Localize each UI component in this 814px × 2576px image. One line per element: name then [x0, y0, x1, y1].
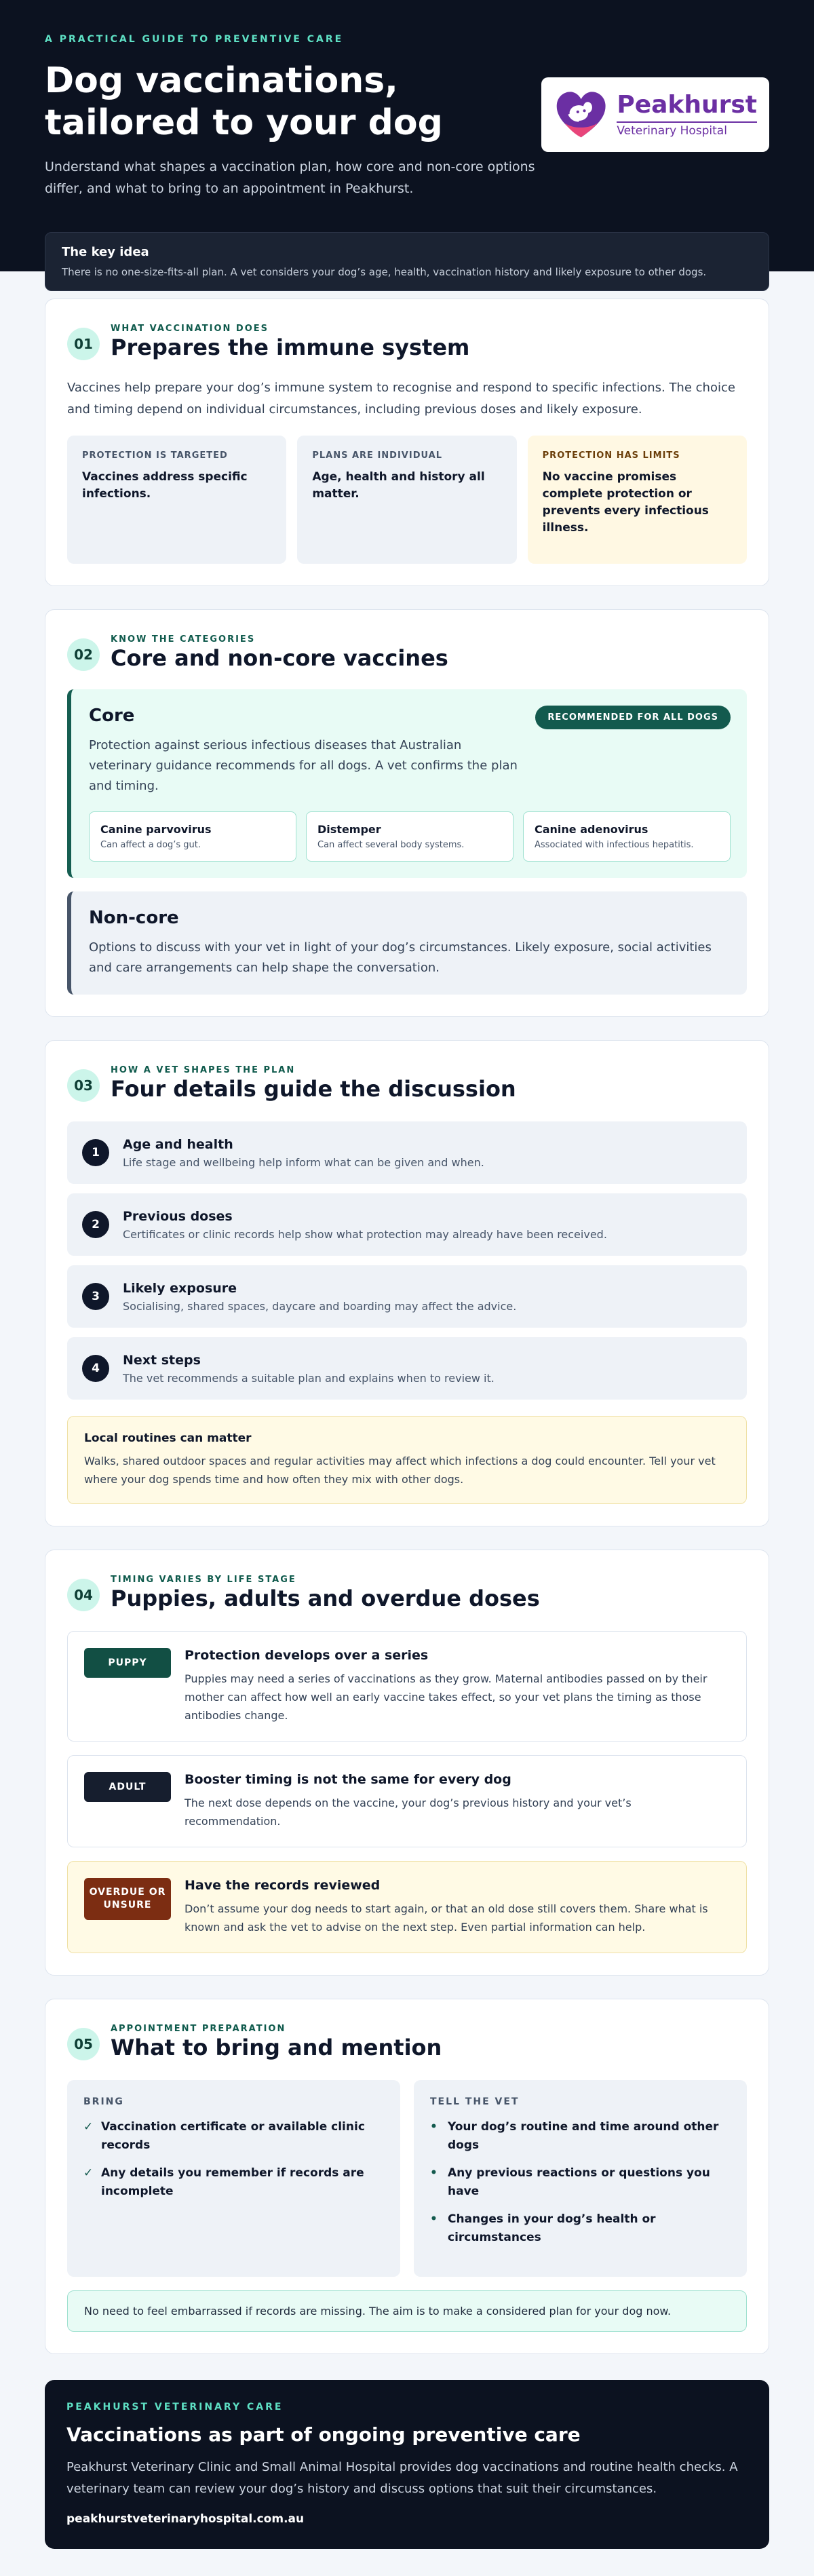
fact-card-warning	[528, 436, 747, 564]
core-vaccines-panel	[67, 689, 747, 878]
non-core-text: Options to discuss with your vet in light of your dog’s circumstances. Likely exposure, social activities and care arrangements can help shape the conversation.	[89, 940, 712, 975]
non-core-title: Non-core	[89, 908, 179, 928]
list-item	[67, 1265, 747, 1328]
logo-name: Peakhurst	[617, 91, 757, 119]
step-number: 3	[82, 1283, 109, 1310]
section-eyebrow: HOW A VET SHAPES THE PLAN	[111, 1065, 296, 1075]
fact-card-text: Age, health and history all matter.	[312, 470, 485, 501]
vaccine-description: Can affect a dog’s gut.	[100, 840, 201, 850]
core-vaccine-card	[523, 811, 731, 862]
footer-text: Peakhurst Veterinary Clinic and Small Animal Hospital provides dog vaccinations and routine health checks. A veterinary team can review your dog’s history and discuss options that suit their circumstances.	[66, 2460, 738, 2496]
step-number: 2	[82, 1211, 109, 1238]
tell-column	[414, 2080, 747, 2277]
check-icon: ✓	[83, 2166, 94, 2180]
stage-tag: OVERDUE OR UNSURE	[84, 1878, 171, 1920]
stage-text: The next dose depends on the vaccine, your dog’s previous history and your vet’s recommendation.	[185, 1796, 632, 1828]
section-title: Core and non-core vaccines	[111, 645, 448, 671]
section-number: 01	[67, 328, 100, 360]
list-item-text: Vaccination certificate or available clinic records	[101, 2120, 365, 2152]
stage-text: Don’t assume your dog needs to start again, or that an old dose still covers them. Share what is known and ask the vet to advise on the next step. Even partial information can help.	[185, 1902, 708, 1934]
vaccine-name: Canine adenovirus	[535, 823, 648, 836]
section-eyebrow: APPOINTMENT PREPARATION	[111, 2024, 286, 2034]
stage-tag: PUPPY	[84, 1648, 171, 1678]
core-vaccine-card	[89, 811, 296, 862]
list-item	[67, 1121, 747, 1184]
local-routines-note	[67, 1416, 747, 1504]
fact-card-text: Vaccines address specific infections.	[82, 470, 248, 501]
note-title: Local routines can matter	[84, 1431, 252, 1445]
list-item-text: Your dog’s routine and time around other dogs	[448, 2120, 719, 2152]
section-number: 03	[67, 1069, 100, 1102]
core-vaccine-list	[89, 811, 731, 862]
step-list	[67, 1121, 747, 1400]
note-text: Walks, shared outdoor spaces and regular activities may affect which infections a dog could encounter. Tell your vet where your dog spends time and how often they mix with other dogs.	[84, 1455, 716, 1486]
recommended-badge: RECOMMENDED FOR ALL DOGS	[535, 706, 731, 729]
vaccine-name: Distemper	[317, 823, 381, 836]
step-number: 1	[82, 1139, 109, 1166]
bring-column	[67, 2080, 400, 2277]
step-number: 4	[82, 1355, 109, 1382]
vaccine-description: Associated with infectious hepatitis.	[535, 840, 694, 850]
section-title: Puppies, adults and overdue doses	[111, 1585, 540, 1611]
step-text: Socialising, shared spaces, daycare and boarding may affect the advice.	[123, 1299, 517, 1313]
bring-list	[83, 2118, 384, 2201]
fact-card	[297, 436, 516, 564]
bullet-icon: •	[430, 2212, 438, 2226]
section-number: 02	[67, 638, 100, 671]
bullet-icon: •	[430, 2120, 438, 2134]
list-item	[430, 2210, 731, 2247]
list-item	[67, 1337, 747, 1400]
stage-title: Protection develops over a series	[185, 1648, 429, 1663]
checklist-columns	[67, 2080, 747, 2277]
section-core-non-core	[45, 609, 769, 1017]
fact-card-text: No vaccine promises complete protection or prevents every infectious illness.	[542, 470, 709, 535]
section-title: Four details guide the discussion	[111, 1076, 516, 1102]
section-header	[67, 324, 747, 361]
list-item	[83, 2164, 384, 2201]
heart-paw-logo-icon	[554, 84, 608, 145]
page-title: Dog vaccinations, tailored to your dog	[45, 60, 443, 143]
fact-card-label: PLANS ARE INDIVIDUAL	[312, 450, 442, 461]
section-eyebrow: WHAT VACCINATION DOES	[111, 324, 269, 334]
fact-card-label: PROTECTION IS TARGETED	[82, 450, 228, 461]
bullet-icon: •	[430, 2166, 438, 2180]
bring-label: BRING	[83, 2096, 124, 2107]
list-item	[430, 2118, 731, 2155]
fact-card	[67, 436, 286, 564]
core-text: Protection against serious infectious diseases that Australian veterinary guidance recommends for all dogs. A vet confirms the plan and timing.	[89, 738, 518, 793]
stage-text: Puppies may need a series of vaccinations as they grow. Maternal antibodies passed on by their mother can affect how well an early vaccine takes effect, so your vet plans the timing as those antibodies change.	[185, 1672, 708, 1722]
section-number: 04	[67, 1579, 100, 1611]
records-note: No need to feel embarrassed if records are missing. The aim is to make a considered plan for your dog now.	[67, 2290, 747, 2332]
stage-card-adult	[67, 1755, 747, 1847]
logo-card	[541, 77, 769, 152]
stage-tag: ADULT	[84, 1772, 171, 1802]
list-item	[83, 2118, 384, 2155]
section-header	[67, 2024, 747, 2061]
hero-eyebrow: A PRACTICAL GUIDE TO PREVENTIVE CARE	[45, 34, 344, 45]
footer-eyebrow: PEAKHURST VETERINARY CARE	[66, 2402, 284, 2412]
section-eyebrow: KNOW THE CATEGORIES	[111, 634, 256, 645]
step-title: Age and health	[123, 1136, 233, 1152]
step-title: Likely exposure	[123, 1280, 237, 1296]
section-header	[67, 634, 747, 672]
list-item-text: Any details you remember if records are incomplete	[101, 2166, 364, 2198]
section-life-stages	[45, 1550, 769, 1976]
website-link[interactable]: peakhurstveterinaryhospital.com.au	[66, 2512, 305, 2526]
step-text: Life stage and wellbeing help inform what can be given and when.	[123, 1155, 484, 1169]
list-item	[67, 1193, 747, 1256]
section-four-details	[45, 1040, 769, 1526]
section-intro: Vaccines help prepare your dog’s immune system to recognise and respond to specific infections. The choice and timing depend on individual circumstances, including previous doses and likely exposure.	[67, 381, 735, 417]
footer-panel	[45, 2380, 769, 2549]
logo-wordmark	[617, 92, 757, 138]
section-title: What to bring and mention	[111, 2035, 442, 2060]
key-idea-title: The key idea	[62, 245, 149, 259]
section-eyebrow: TIMING VARIES BY LIFE STAGE	[111, 1575, 296, 1585]
list-item-text: Any previous reactions or questions you have	[448, 2166, 710, 2198]
list-item-text: Changes in your dog’s health or circumstances	[448, 2212, 656, 2244]
hero-banner	[0, 0, 814, 278]
core-title: Core	[89, 706, 135, 726]
section-header	[67, 1065, 747, 1102]
section-what-to-bring	[45, 1999, 769, 2354]
non-core-vaccines-panel	[67, 891, 747, 995]
footer-title: Vaccinations as part of ongoing preventive care	[66, 2423, 581, 2446]
section-number: 05	[67, 2028, 100, 2060]
key-idea-box	[45, 232, 769, 291]
check-icon: ✓	[83, 2120, 94, 2134]
stage-card-overdue	[67, 1861, 747, 1953]
core-vaccine-card	[306, 811, 513, 862]
step-text: The vet recommends a suitable plan and explains when to review it.	[123, 1371, 495, 1385]
fact-cards	[67, 436, 747, 564]
stage-title: Booster timing is not the same for every dog	[185, 1772, 511, 1787]
section-title: Prepares the immune system	[111, 334, 470, 360]
step-title: Previous doses	[123, 1208, 233, 1224]
stage-title: Have the records reviewed	[185, 1878, 381, 1893]
tell-label: TELL THE VET	[430, 2096, 520, 2107]
hero-subtitle: Understand what shapes a vaccination plan, how core and non-core options differ, and what to bring to an appointment in Peakhurst.	[45, 159, 535, 196]
step-text: Certificates or clinic records help show what protection may already have been received.	[123, 1227, 607, 1241]
tell-list	[430, 2118, 731, 2247]
section-what-vaccination-does	[45, 299, 769, 586]
stage-card-puppy	[67, 1631, 747, 1742]
section-header	[67, 1575, 747, 1612]
list-item	[430, 2164, 731, 2201]
step-title: Next steps	[123, 1352, 201, 1368]
vaccine-description: Can affect several body systems.	[317, 840, 465, 850]
key-idea-text: There is no one-size-fits-all plan. A vet considers your dog’s age, health, vaccination history and likely exposure to other dogs.	[62, 266, 707, 278]
vaccine-name: Canine parvovirus	[100, 823, 212, 836]
logo-subtitle: Veterinary Hospital	[617, 121, 757, 138]
fact-card-label: PROTECTION HAS LIMITS	[542, 450, 680, 461]
